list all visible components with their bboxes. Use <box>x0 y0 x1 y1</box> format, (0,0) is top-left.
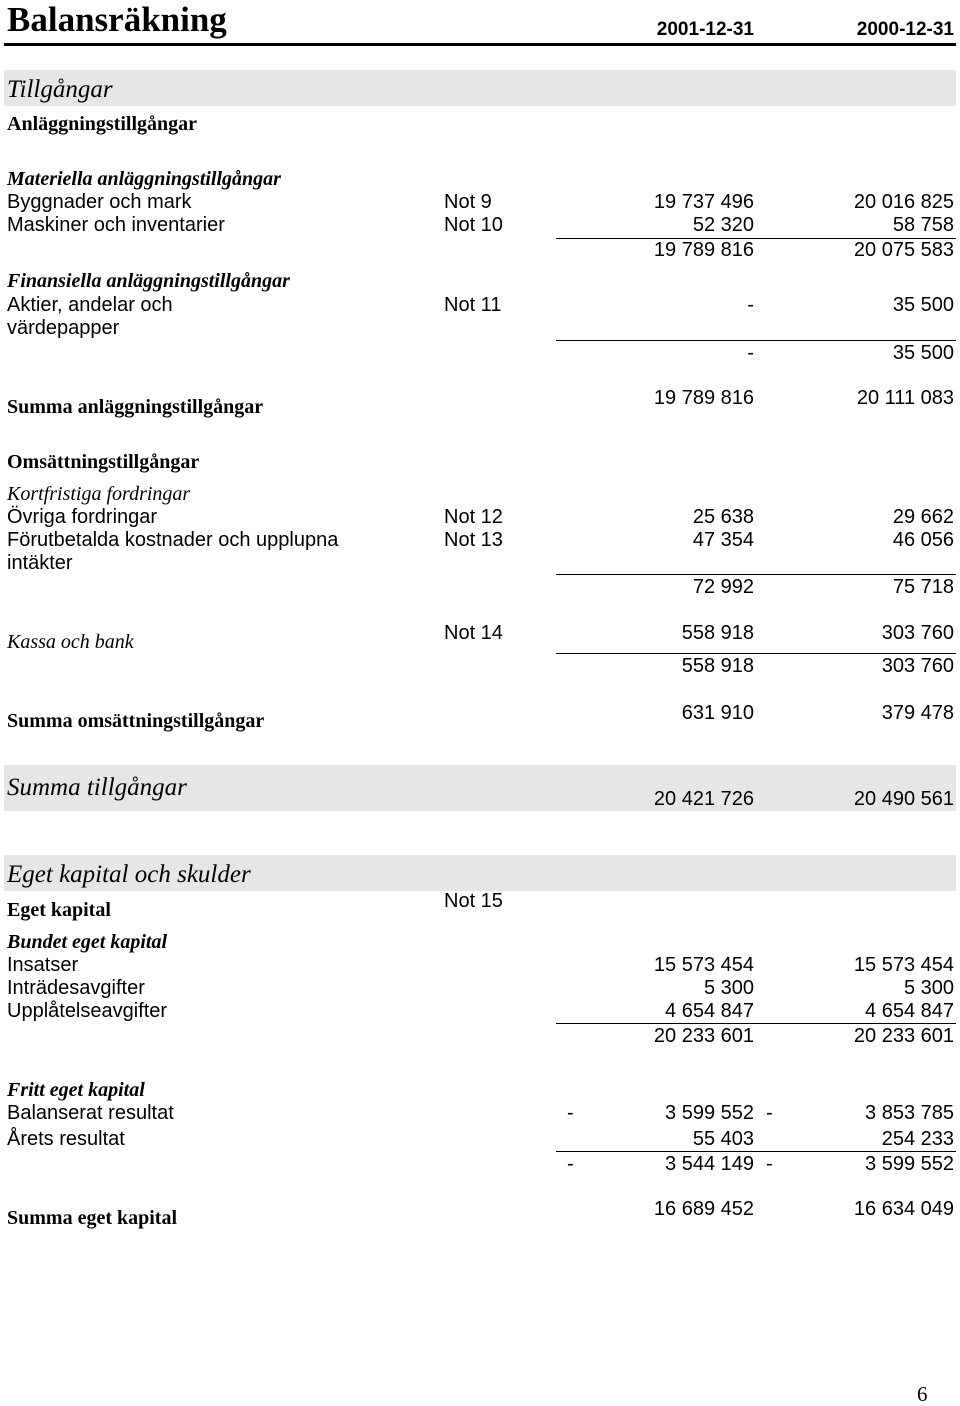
restricted-equity-heading: Bundet eget kapital <box>7 931 167 953</box>
row-value-previous: 5 300 <box>903 977 954 999</box>
row-value-previous: 3 853 785 <box>865 1102 954 1124</box>
equity-note: Not 15 <box>444 890 503 912</box>
title-rule <box>4 43 956 46</box>
row-label: Övriga fordringar <box>7 506 158 528</box>
row-label: Byggnader och mark <box>7 191 192 213</box>
row-value-current: 52 320 <box>692 214 754 236</box>
subtotal-current: 72 992 <box>692 576 754 598</box>
subtotal-rule <box>556 340 956 341</box>
sign-previous: - <box>766 1153 773 1175</box>
subtotal-current: - <box>747 342 754 364</box>
current-assets-total-current: 631 910 <box>681 702 754 724</box>
equity-total-label: Summa eget kapital <box>7 1207 177 1229</box>
subtotal-previous: 20 233 601 <box>853 1025 954 1047</box>
row-label: Insatser <box>7 954 79 976</box>
row-value-current: 25 638 <box>692 506 754 528</box>
cash-label: Kassa och bank <box>7 631 134 653</box>
sign-previous: - <box>766 1102 773 1124</box>
subtotal-rule <box>556 1023 956 1024</box>
current-assets-total-previous: 379 478 <box>881 702 954 724</box>
current-assets-total-label: Summa omsättningstillgångar <box>7 710 265 732</box>
row-value-current: 4 654 847 <box>665 1000 754 1022</box>
equity-total-current: 16 689 452 <box>653 1198 754 1220</box>
row-note: Not 13 <box>444 529 503 551</box>
row-label: Aktier, andelar och <box>7 294 173 316</box>
row-label: Maskiner och inventarier <box>7 214 225 236</box>
subtotal-current: 3 544 149 <box>665 1153 754 1175</box>
fixed-assets-total-label: Summa anläggningstillgångar <box>7 396 264 418</box>
subtotal-current: 19 789 816 <box>653 239 754 261</box>
row-note: Not 10 <box>444 214 503 236</box>
row-label-continued: intäkter <box>7 552 73 574</box>
row-label-continued: värdepapper <box>7 317 120 339</box>
subtotal-previous: 35 500 <box>892 342 954 364</box>
row-value-previous: 303 760 <box>881 622 954 644</box>
equity-heading: Eget kapital <box>7 899 111 921</box>
row-value-previous: 58 758 <box>892 214 954 236</box>
row-label: Balanserat resultat <box>7 1102 174 1124</box>
column-header-current: 2001-12-31 <box>656 19 754 40</box>
subtotal-previous: 3 599 552 <box>865 1153 954 1175</box>
row-value-previous: 254 233 <box>881 1128 954 1150</box>
subtotal-previous: 303 760 <box>881 655 954 677</box>
receivables-heading: Kortfristiga fordringar <box>7 483 191 505</box>
financial-assets-heading: Finansiella anläggningstillgångar <box>7 270 290 292</box>
row-note: Not 9 <box>444 191 492 213</box>
total-assets-current: 20 421 726 <box>653 788 754 810</box>
row-value-current: 558 918 <box>681 622 754 644</box>
subtotal-rule <box>556 1151 956 1152</box>
subtotal-rule <box>556 653 956 654</box>
fixed-assets-heading: Anläggningstillgångar <box>7 113 198 135</box>
row-value-previous: 46 056 <box>892 529 954 551</box>
row-note: Not 14 <box>444 622 503 644</box>
row-value-previous: 15 573 454 <box>853 954 954 976</box>
row-note: Not 12 <box>444 506 503 528</box>
row-label: Inträdesavgifter <box>7 977 145 999</box>
page-number: 6 <box>917 1382 928 1406</box>
row-label: Förutbetalda kostnader och upplupna <box>7 529 339 551</box>
total-assets-label: Summa tillgångar <box>7 774 187 801</box>
equity-total-previous: 16 634 049 <box>853 1198 954 1220</box>
subtotal-rule <box>556 574 956 575</box>
assets-band <box>4 70 956 106</box>
total-assets-previous: 20 490 561 <box>853 788 954 810</box>
row-value-current: 47 354 <box>692 529 754 551</box>
page-title: Balansräkning <box>7 0 227 39</box>
row-value-current: 5 300 <box>703 977 754 999</box>
sign-current: - <box>567 1153 574 1175</box>
subtotal-current: 558 918 <box>681 655 754 677</box>
fixed-assets-total-previous: 20 111 083 <box>856 387 954 409</box>
row-label: Upplåtelseavgifter <box>7 1000 168 1022</box>
row-value-current: 3 599 552 <box>665 1102 754 1124</box>
equity-liabilities-heading: Eget kapital och skulder <box>7 861 251 888</box>
row-note: Not 11 <box>444 294 502 316</box>
subtotal-previous: 20 075 583 <box>853 239 954 261</box>
current-assets-heading: Omsättningstillgångar <box>7 451 200 473</box>
row-value-previous: 4 654 847 <box>865 1000 954 1022</box>
row-value-previous: 20 016 825 <box>853 191 954 213</box>
unrestricted-equity-heading: Fritt eget kapital <box>7 1079 145 1101</box>
row-value-current: 55 403 <box>692 1128 754 1150</box>
tangible-assets-heading: Materiella anläggningstillgångar <box>7 168 281 190</box>
row-value-previous: 29 662 <box>892 506 954 528</box>
subtotal-previous: 75 718 <box>892 576 954 598</box>
row-value-current: 19 737 496 <box>653 191 754 213</box>
row-value-previous: 35 500 <box>892 294 954 316</box>
row-value-current: 15 573 454 <box>653 954 754 976</box>
column-header-previous: 2000-12-31 <box>856 19 954 40</box>
sign-current: - <box>567 1102 574 1124</box>
subtotal-current: 20 233 601 <box>653 1025 754 1047</box>
fixed-assets-total-current: 19 789 816 <box>653 387 754 409</box>
row-label: Årets resultat <box>7 1128 125 1150</box>
row-value-current: - <box>747 294 754 316</box>
assets-heading: Tillgångar <box>7 76 113 103</box>
